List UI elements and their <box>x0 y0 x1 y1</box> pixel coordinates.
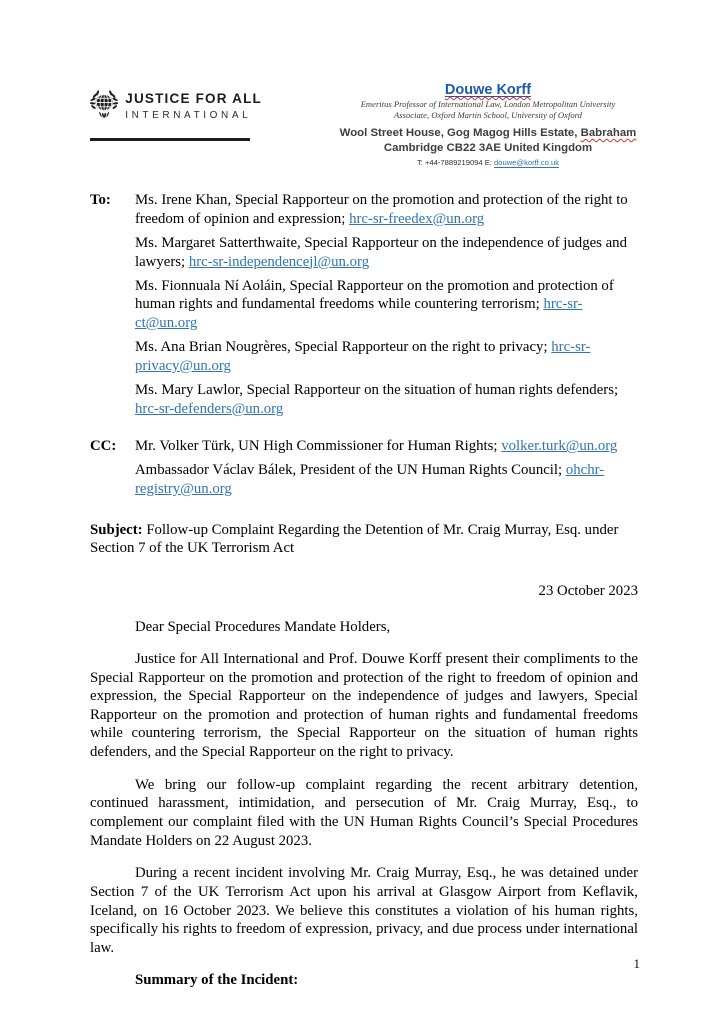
cc-label: CC: <box>90 438 117 455</box>
justice-for-all-logo <box>90 78 262 141</box>
email-link[interactable]: hrc-sr-defenders@un.org <box>135 400 284 417</box>
section-heading: Summary of the Incident: <box>135 972 299 989</box>
body-paragraph-1: Justice for All International and Prof. Douwe Korff present their compliments to the Special Rapporteur on the promotion and protection of the right to freedom of opinion and expression, the Special Rapporteur on the independence of judges and lawyers, Special Rapporteur on the promotion and protection of human rights and fundamental freedoms while countering terrorism, the Special Rapporteur on the situation of human rights defenders, and the Special Rapporteur on the right to privacy. <box>90 650 638 761</box>
salutation: Dear Special Procedures Mandate Holders, <box>135 618 391 635</box>
email-link[interactable]: ohchr-registry@un.org <box>135 462 605 497</box>
date: 23 October 2023 <box>538 582 638 599</box>
letterhead-credential-1: Emeritus Professor of International Law, London Metropolitan University <box>360 98 616 109</box>
letterhead <box>338 78 638 167</box>
spellcheck-flagged-word: Babraham <box>580 127 637 140</box>
to-recipient-4: Ms. Ana Brian Nougrères, Special Rapporteur on the right to privacy; hrc-sr-privacy@un.org <box>135 339 591 374</box>
cc-recipient-1: Mr. Volker Türk, UN High Commissioner for Human Rights; volker.turk@un.org <box>135 438 618 455</box>
letterhead-contact: T: +44-7889219094 E: douwe@korff.co.uk <box>416 158 560 168</box>
page-number: 1 <box>633 956 640 971</box>
subject-line <box>90 521 638 558</box>
to-recipient-5: Ms. Mary Lawlor, Special Rapporteur on the situation of human rights defenders; hrc-sr-defenders@un.org <box>135 381 619 417</box>
email-link[interactable]: volker.turk@un.org <box>501 438 618 455</box>
letterhead-email-link[interactable]: douwe@korff.co.uk <box>494 158 560 168</box>
logo-row <box>90 78 262 131</box>
letterhead-name: Douwe Korff <box>444 82 532 98</box>
to-recipient-2: Ms. Margaret Satterthwaite, Special Rapporteur on the independence of judges and lawyers; hrc-sr-independencejl@un.org <box>135 234 627 270</box>
letter-header <box>90 78 638 167</box>
cc-recipient-2: Ambassador Václav Bálek, President of the UN Human Rights Council; ohchr-registry@un.org <box>135 462 605 497</box>
subject-label: Subject: <box>90 521 143 538</box>
logo-divider <box>90 138 250 141</box>
letterhead-address-2: Cambridge CB22 3AE United Kingdom <box>383 142 593 155</box>
globe-laurel-icon <box>90 78 118 131</box>
logo-wordmark <box>125 89 262 121</box>
email-link[interactable]: hrc-sr-privacy@un.org <box>135 339 591 374</box>
body-paragraph-2: We bring our follow-up complaint regarding the recent arbitrary detention, continued harassment, intimidation, and persecution of Mr. Craig Murray, Esq., to complement our complaint filed with the UN Human Rights Council’s Special Procedures Mandate Holders on 22 August 2023. <box>90 776 638 849</box>
to-label: To: <box>90 192 111 209</box>
logo-line-2: INTERNATIONAL <box>125 109 252 121</box>
email-link[interactable]: hrc-sr-independencejl@un.org <box>188 253 370 270</box>
cc-recipient-list <box>135 437 638 498</box>
to-recipient-1: Ms. Irene Khan, Special Rapporteur on the promotion and protection of the right to freedom of opinion and expression; hrc-sr-freedex@un.org <box>135 192 628 227</box>
body-paragraph-3: During a recent incident involving Mr. Craig Murray, Esq., he was detained under Section 7 of the UK Terrorism Act upon his arrival at Glasgow Airport from Keflavik, Iceland, on 16 October 2023. We believe this constitutes a violation of his human rights, specifically his rights to freedom of expression, privacy, and due process under international law. <box>90 865 638 956</box>
subject-text: Follow-up Complaint Regarding the Detention of Mr. Craig Murray, Esq. under Section 7 of the UK Terrorism Act <box>90 521 619 557</box>
email-link[interactable]: hrc-sr-ct@un.org <box>135 296 583 331</box>
to-recipient-3: Ms. Fionnuala Ní Aoláin, Special Rapporteur on the promotion and protection of human rights and fundamental freedoms while countering terrorism; hrc-sr-ct@un.org <box>135 277 614 331</box>
letterhead-credential-2: Associate, Oxford Martin School, University of Oxford <box>394 109 582 120</box>
to-recipient-list <box>135 191 638 418</box>
cc-section <box>90 437 638 498</box>
logo-line-1: JUSTICE FOR ALL <box>125 90 262 106</box>
to-section <box>90 191 638 418</box>
email-link[interactable]: hrc-sr-freedex@un.org <box>349 210 485 227</box>
letterhead-address-1: Wool Street House, Gog Magog Hills Estate, Babraham <box>339 127 637 140</box>
